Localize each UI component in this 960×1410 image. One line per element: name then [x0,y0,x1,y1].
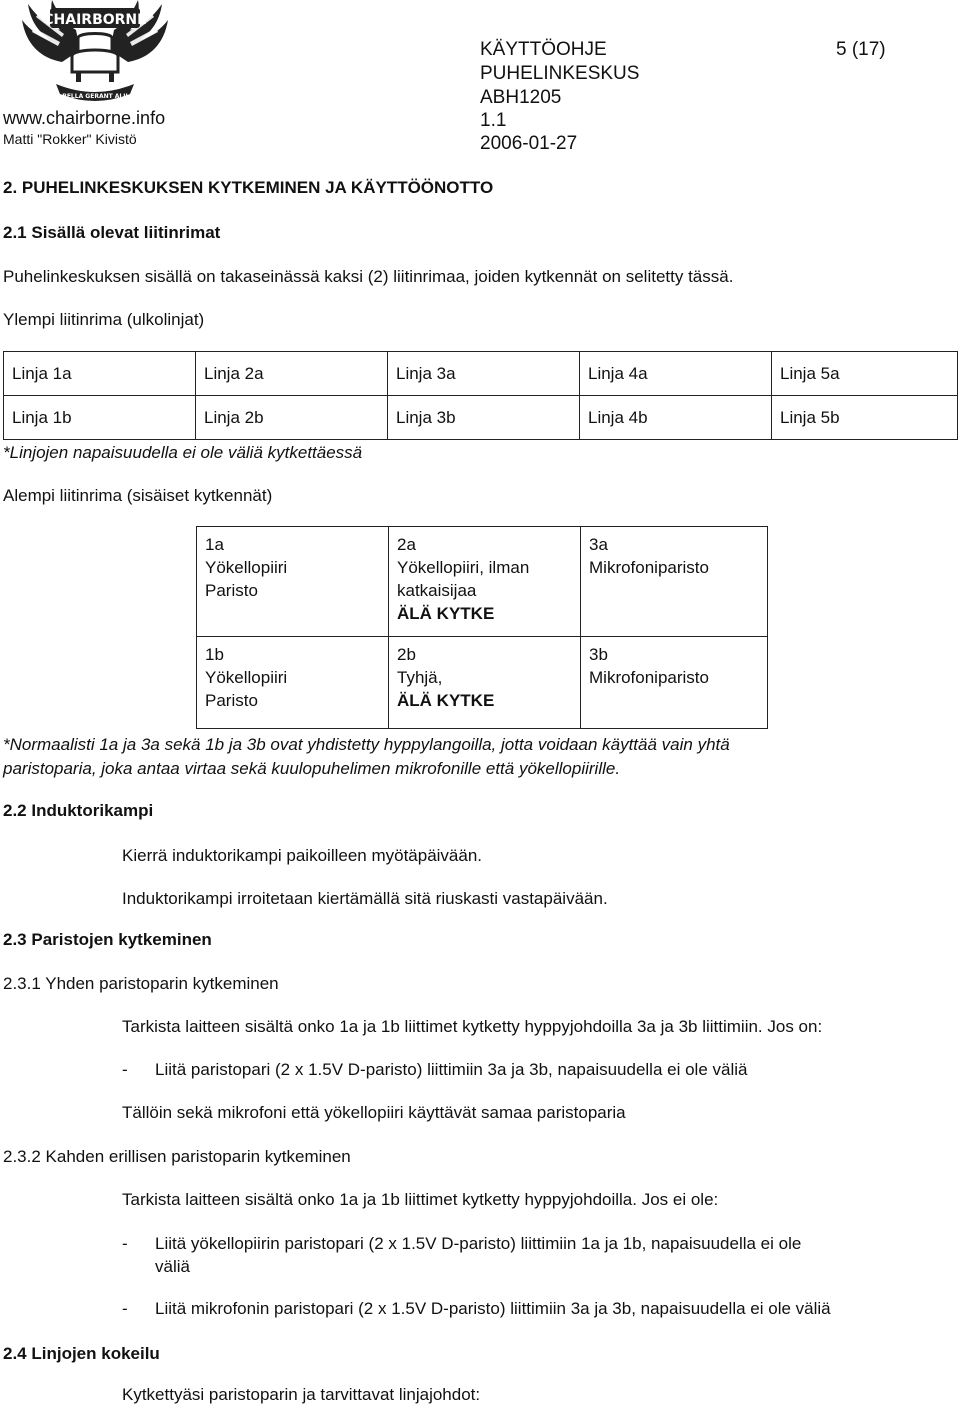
bullet-dash: - [122,1234,128,1253]
table-cell [581,527,768,637]
table-cell: Linja 1b [4,396,196,440]
subsection-heading: 2.4 Linjojen kokeilu [3,1344,160,1363]
table-cell [197,637,389,729]
doc-date: 2006-01-27 [480,133,578,154]
section-heading: 2. PUHELINKESKUKSEN KYTKEMINEN JA KÄYTTÖÖNOTTO [3,178,494,197]
cell-line: Paristo [205,691,258,710]
lower-note-line: *Normaalisti 1a ja 3a sekä 1b ja 3b ovat yhdistetty hyppylangoilla, jotta voidaan käyttää vain yhtä [3,735,730,754]
cell-line: Yökellopiiri [205,558,288,577]
warning-text: ÄLÄ KYTKE [397,691,495,710]
table-cell: Linja 5b [772,396,958,440]
table-cell: Linja 3b [388,396,580,440]
table-cell: Linja 5a [772,352,958,396]
table-cell [389,527,581,637]
table-row [4,352,958,396]
table-cell: Linja 3a [388,352,580,396]
doc-code: ABH1205 [480,87,562,108]
cell-line: 3b [589,645,608,664]
logo-ribbon-text: BELLA GERANT ALII [62,93,128,100]
cell-line: 2b [397,645,416,664]
lower-note-line: paristoparia, joka antaa virtaa sekä kuulopuhelimen mikrofonille että yökellopiirille. [3,759,621,778]
bullet-text: Liitä mikrofonin paristopari (2 x 1.5V D-paristo) liittimiin 3a ja 3b, napaisuudella ei ole väliä [155,1299,831,1318]
cell-line: 1b [205,645,224,664]
upper-terminal-table [3,351,958,440]
table-cell: Linja 4a [580,352,772,396]
upper-note: *Linjojen napaisuudella ei ole väliä kytkettäessä [3,443,363,462]
warning-text: ÄLÄ KYTKE [397,604,495,623]
table-cell: Linja 1a [4,352,196,396]
table-row [197,527,768,637]
cell-line: Mikrofoniparisto [589,558,709,577]
bullet-text: Liitä yökellopiirin paristopari (2 x 1.5V D-paristo) liittimiin 1a ja 1b, napaisuudella ei ole [155,1234,802,1253]
logo-text: CHAIRBORNE [43,12,147,28]
author-text: Matti "Rokker" Kivistö [3,131,137,147]
doc-type: KÄYTTÖOHJE [480,39,607,60]
subsubsection-heading: 2.3.1 Yhden paristoparin kytkeminen [3,974,279,993]
cell-line: 3a [589,535,608,554]
bullet-dash: - [122,1299,128,1318]
paragraph: Induktorikampi irroitetaan kiertämällä sitä riuskasti vastapäivään. [122,889,608,908]
cell-line: Paristo [205,581,258,600]
lower-strip-title: Alempi liitinrima (sisäiset kytkennät) [3,486,273,505]
doc-version: 1.1 [480,110,507,131]
doc-subject: PUHELINKESKUS [480,63,640,84]
bullet-dash: - [122,1060,128,1079]
cell-line: Yökellopiiri [205,668,288,687]
table-row [4,396,958,440]
cell-line: Tyhjä, [397,668,443,687]
cell-line: 1a [205,535,224,554]
subsection-heading: 2.1 Sisällä olevat liitinrimat [3,223,221,242]
cell-line: Mikrofoniparisto [589,668,709,687]
table-cell: Linja 4b [580,396,772,440]
subsubsection-heading: 2.3.2 Kahden erillisen paristoparin kytkeminen [3,1147,351,1166]
upper-strip-title: Ylempi liitinrima (ulkolinjat) [3,310,205,329]
table-cell [581,637,768,729]
bullet-text: väliä [155,1257,190,1276]
cell-line: katkaisijaa [397,581,477,600]
paragraph: Tarkista laitteen sisältä onko 1a ja 1b liittimet kytketty hyppyjohdoilla 3a ja 3b liittimiin. Jos on: [122,1017,823,1036]
paragraph: Puhelinkeskuksen sisällä on takaseinässä kaksi (2) liitinrimaa, joiden kytkennät on selitetty tässä. [3,267,734,286]
table-cell [197,527,389,637]
cell-line: 2a [397,535,416,554]
bullet-text: Liitä paristopari (2 x 1.5V D-paristo) liittimiin 3a ja 3b, napaisuudella ei ole väliä [155,1060,748,1079]
table-cell: Linja 2a [196,352,388,396]
website-text: www.chairborne.info [3,108,166,128]
paragraph: Kytkettyäsi paristoparin ja tarvittavat linjajohdot: [122,1385,481,1404]
page-number: 5 (17) [836,39,886,60]
table-cell [389,637,581,729]
subsection-heading: 2.3 Paristojen kytkeminen [3,930,212,949]
paragraph: Kierrä induktorikampi paikoilleen myötäpäivään. [122,846,483,865]
lower-terminal-table [196,526,768,729]
paragraph: Tarkista laitteen sisältä onko 1a ja 1b liittimet kytketty hyppyjohdoilla. Jos ei ole: [122,1190,719,1209]
subsection-heading: 2.2 Induktorikampi [3,801,154,820]
table-row [197,637,768,729]
cell-line: Yökellopiiri, ilman [397,558,530,577]
table-cell: Linja 2b [196,396,388,440]
paragraph: Tällöin sekä mikrofoni että yökellopiiri käyttävät samaa paristoparia [122,1103,626,1122]
chairborne-logo [20,0,170,106]
